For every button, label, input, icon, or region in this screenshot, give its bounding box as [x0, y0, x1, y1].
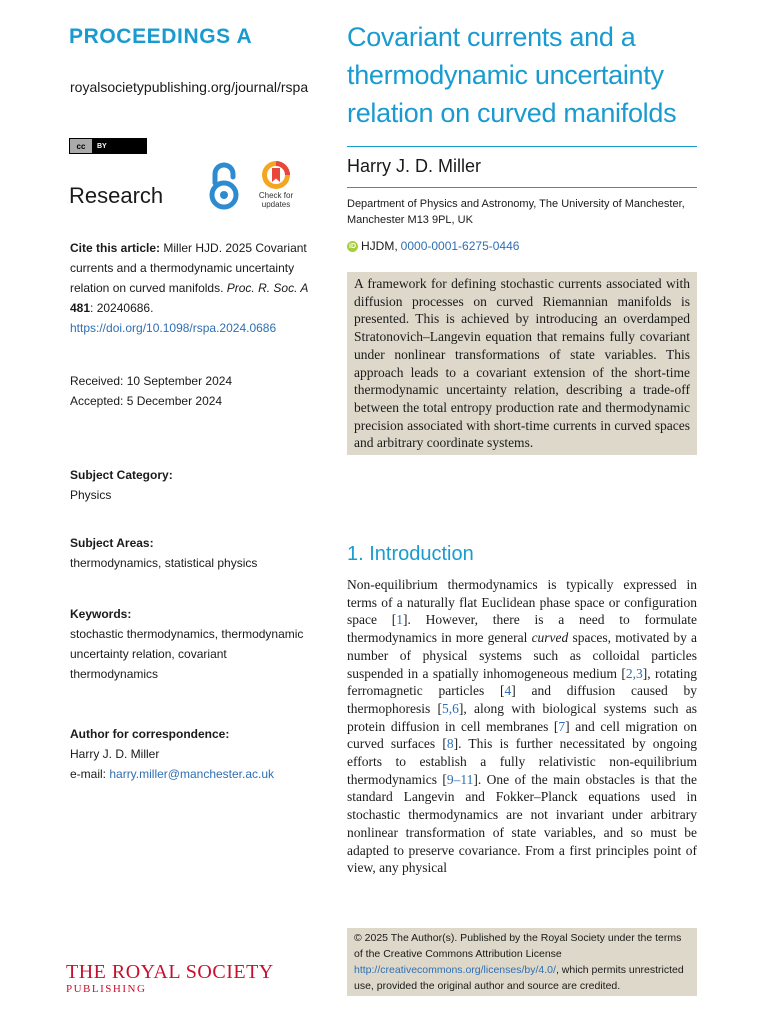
email-label: e-mail: — [70, 767, 110, 781]
title-divider — [347, 146, 697, 147]
correspondence-block — [70, 724, 310, 784]
accepted-date: Accepted: 5 December 2024 — [70, 394, 223, 408]
cc-icon: cc — [70, 139, 93, 153]
cite-doi-link[interactable]: https://doi.org/10.1098/rspa.2024.0686 — [70, 321, 277, 335]
ref-link[interactable]: 9–11 — [446, 771, 474, 787]
open-access-icon — [206, 161, 242, 211]
dates-block — [70, 371, 310, 411]
article-type-label: Research — [69, 183, 164, 208]
orcid-line — [347, 239, 519, 253]
intro-text: ] and cell migration on curved surfaces [ — [347, 718, 698, 752]
abstract: A framework for defining stochastic currents associated with diffusion processes on curved Riemannian manifolds is presented. This is achieved by introducing an overdamped Stratonovich–Langevin equation that remains fully covariant under nonlinear transformations of state variables. This approach leads to a covariant extension of the short-time thermodynamic uncertainty relation, describing a trade-off between the total entropy production rate and thermodynamic precision associated with short-time currents in curved spaces and arbitrary coordinate systems. — [347, 272, 697, 455]
intro-text: ]. However, there is a need to formulate thermodynamics in more general — [347, 612, 697, 646]
received-date: Received: 10 September 2024 — [70, 374, 233, 388]
subject-areas-value: thermodynamics, statistical physics — [70, 556, 258, 570]
article-title: Covariant currents and a thermodynamic uncertainty relation on curved manifolds — [347, 22, 677, 128]
publisher-sub: PUBLISHING — [66, 983, 147, 995]
orcid-initials: HJDM, — [361, 239, 398, 253]
author-name: Harry J. D. Miller — [347, 156, 481, 176]
intro-emphasis: curved — [531, 630, 569, 646]
by-label: BY — [97, 142, 107, 150]
orcid-link[interactable]: 0000-0001-6275-0446 — [400, 239, 520, 253]
affiliation: Department of Physics and Astronomy, The University of Manchester, Manchester M13 9PL, UK — [347, 198, 685, 226]
subject-category-value: Physics — [70, 488, 112, 502]
intro-text: spaces, motivated by a number of physical systems such as colloidal particles suspended in a spatially inhomogeneous medium [ — [347, 630, 697, 681]
correspondence-name: Harry J. D. Miller — [70, 747, 160, 761]
intro-text: ] and diffusion caused by thermophoresis [ — [347, 683, 697, 716]
check-for-updates-button[interactable] — [253, 160, 299, 210]
correspondence-label: Author for correspondence: — [70, 727, 230, 741]
citation-block — [70, 238, 310, 338]
license-link[interactable]: http://creativecommons.org/licenses/by/4.0/ — [354, 964, 556, 976]
check-for-updates-line2: updates — [261, 200, 291, 209]
intro-text: ], along with biological systems such as protein diffusion in cell membranes [ — [347, 700, 697, 734]
ref-link[interactable]: 2,3 — [625, 665, 643, 681]
ref-link[interactable]: 7 — [558, 718, 566, 734]
license-notice — [347, 928, 697, 996]
subject-areas-block — [70, 533, 310, 573]
check-for-updates-line1: Check for — [258, 191, 294, 200]
introduction-text — [347, 576, 697, 877]
cite-text: Miller HJD. 2025 Covariant currents and a thermodynamic uncertainty relation on curved manifolds. — [70, 241, 307, 295]
section-heading: 1. Introduction — [347, 543, 474, 565]
keywords-value: stochastic thermodynamics, thermodynamic uncertainty relation, covariant thermodynamics — [70, 627, 304, 681]
check-for-updates-icon — [261, 160, 291, 190]
license-text-end: , which permits unrestricted use, provided the original author and source are credited. — [354, 964, 684, 992]
orcid-icon: iD — [349, 242, 356, 250]
intro-text: ]. One of the main obstacles is that the standard Langevin and Fokker–Planck equations used in stochastic thermodynamics are not invariant under arbitrary nonlinear transformation of state variables, and so must be adapted to preserve covariance. From a first principles point of view, any physical — [347, 771, 697, 876]
cc-by-license-badge[interactable] — [69, 138, 147, 154]
cite-journal: Proc. R. Soc. A — [226, 281, 309, 295]
cite-label: Cite this article: — [70, 241, 161, 255]
email-link[interactable]: harry.miller@manchester.ac.uk — [109, 767, 275, 781]
intro-text: Non-equilibrium thermodynamics is typically expressed in terms of a naturally flat Euclidean phase space or configuration space [ — [347, 577, 697, 628]
ref-link[interactable]: 8 — [446, 736, 454, 752]
license-text: © 2025 The Author(s). Published by the Royal Society under the terms of the Creative Commons Attribution License — [354, 932, 682, 960]
journal-url[interactable]: royalsocietypublishing.org/journal/rspa — [70, 79, 309, 95]
ref-link[interactable]: 5,6 — [442, 700, 459, 716]
cite-article-number: : 20240686. — [90, 301, 154, 315]
author-divider — [347, 187, 697, 188]
intro-text: ], rotating ferromagnetic particles [ — [347, 665, 697, 699]
publisher-name: THE ROYAL SOCIETY — [66, 961, 274, 983]
royal-society-logo — [66, 961, 274, 995]
subject-category-block — [70, 465, 310, 505]
journal-name: PROCEEDINGS A — [69, 25, 253, 48]
keywords-label: Keywords: — [70, 607, 132, 621]
keywords-block — [70, 604, 310, 684]
intro-text: ]. This is further necessitated by ongoing efforts to establish a fully relativistic non-equilibrium thermodynamics [ — [347, 736, 697, 787]
ref-link[interactable]: 4 — [504, 683, 512, 699]
cite-volume: 481 — [70, 301, 91, 315]
subject-areas-label: Subject Areas: — [70, 536, 154, 550]
subject-category-label: Subject Category: — [70, 468, 173, 482]
ref-link[interactable]: 1 — [396, 612, 403, 628]
